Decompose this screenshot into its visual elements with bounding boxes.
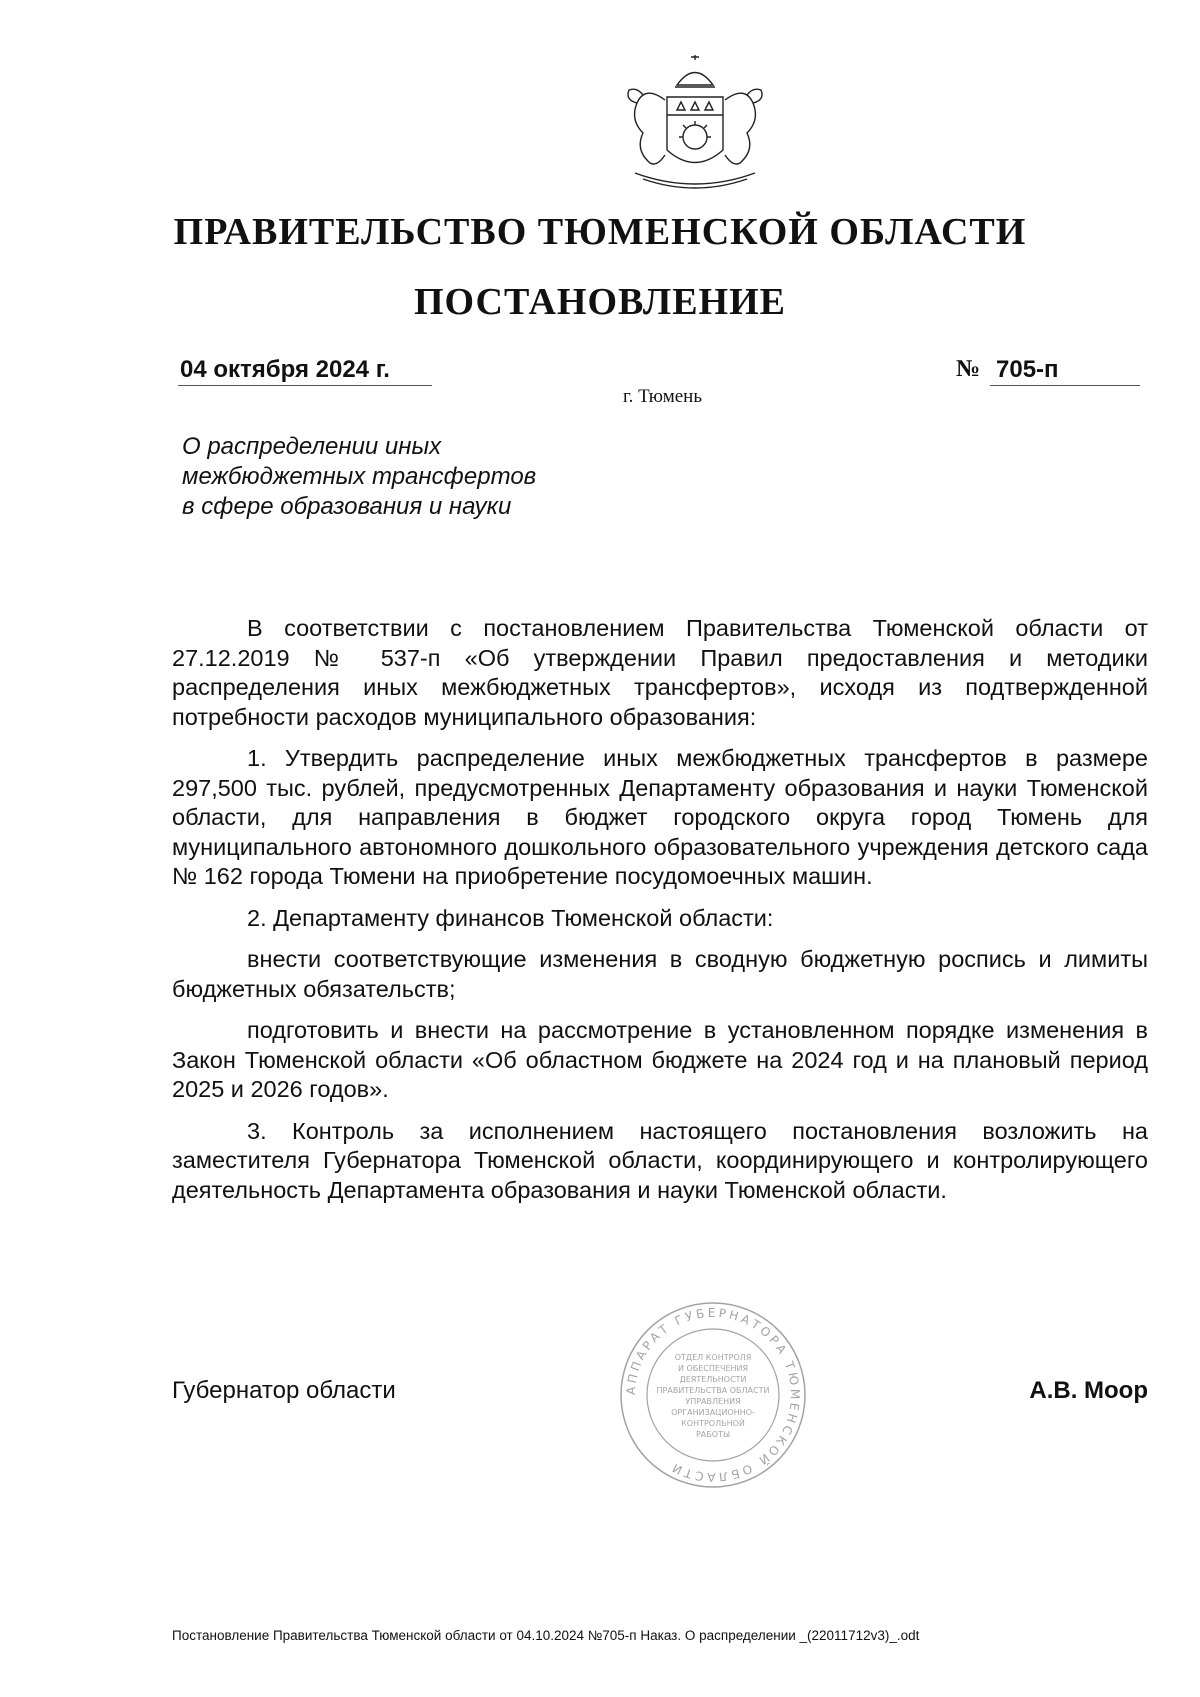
seal-inner-line: ДЕЯТЕЛЬНОСТИ xyxy=(679,1375,747,1384)
seal-inner-line: КОНТРОЛЬНОЙ xyxy=(681,1419,745,1428)
signatory-title: Губернатор области xyxy=(172,1377,396,1404)
seal-outer-text: АППАРАТ ГУБЕРНАТОРА ТЮМЕНСКОЙ ОБЛАСТИ xyxy=(623,1305,803,1485)
seal-inner-line: РАБОТЫ xyxy=(695,1430,731,1439)
body-paragraph: 3. Контроль за исполнением настоящего постановления возложить на заместителя Губернатора Тюменской области, координирующего и контролирующего деятельность Департамента образования и науки Тюменской области. xyxy=(172,1117,1148,1203)
city-label: г. Тюмень xyxy=(622,386,703,407)
document-number: 705-п xyxy=(990,356,1140,386)
body-paragraph: подготовить и внести на рассмотрение в установленном порядке изменения в Закон Тюменской области «Об областном бюджете на 2024 год и на плановый период 2025 и 2026 годов». xyxy=(172,1017,1148,1102)
seal-inner-line: УПРАВЛЕНИЯ xyxy=(685,1397,741,1406)
document-body xyxy=(172,614,1148,1205)
number-sign: № xyxy=(956,356,981,382)
document-subject xyxy=(182,432,702,522)
seal-inner-line: И ОБЕСПЕЧЕНИЯ xyxy=(677,1364,749,1373)
body-paragraph: 1. Утвердить распределение иных межбюджетных трансфертов в размере 297,500 тыс. рублей, предусмотренных Департаменту образования и науки Тюменской области, для направления в бюджет городского округа город Тюмень для муниципального автономного дошкольного образовательного учреждения детского сада № 162 города Тюмени на приобретение посудомоечных машин. xyxy=(172,745,1148,889)
footer-filename: Постановление Правительства Тюменской области от 04.10.2024 №705-п Наказ. О распределении _(22011712v3)_.odt xyxy=(172,1628,920,1643)
signatory-name: А.В. Моор xyxy=(1029,1377,1148,1404)
subject-line: межбюджетных трансфертов xyxy=(182,463,537,490)
seal-inner-line: ПРАВИТЕЛЬСТВА ОБЛАСТИ xyxy=(656,1386,770,1395)
body-paragraph: В соответствии с постановлением Правительства Тюменской области от 27.12.2019 № 537-п «Об утверждении Правил предоставления и методики распределения иных межбюджетных трансфертов», исходя из подтвержденной потребности расходов муниципального образования: xyxy=(172,615,1148,730)
document-type-title: ПОСТАНОВЛЕНИЕ xyxy=(413,281,787,323)
organization-title: ПРАВИТЕЛЬСТВО ТЮМЕНСКОЙ ОБЛАСТИ xyxy=(173,211,1027,253)
body-paragraph: внести соответствующие изменения в сводную бюджетную роспись и лимиты бюджетных обязательств; xyxy=(172,946,1148,1002)
subject-line: в сфере образования и науки xyxy=(182,493,512,520)
coat-of-arms-emblem xyxy=(595,55,795,195)
seal-inner-line: ОТДЕЛ КОНТРОЛЯ xyxy=(674,1353,752,1362)
document-date: 04 октября 2024 г. xyxy=(178,356,432,386)
subject-line: О распределении иных xyxy=(182,433,442,460)
signature-block xyxy=(172,1377,1148,1417)
seal-inner-line: ОРГАНИЗАЦИОННО- xyxy=(671,1408,755,1417)
body-paragraph: 2. Департаменту финансов Тюменской области: xyxy=(247,904,774,931)
